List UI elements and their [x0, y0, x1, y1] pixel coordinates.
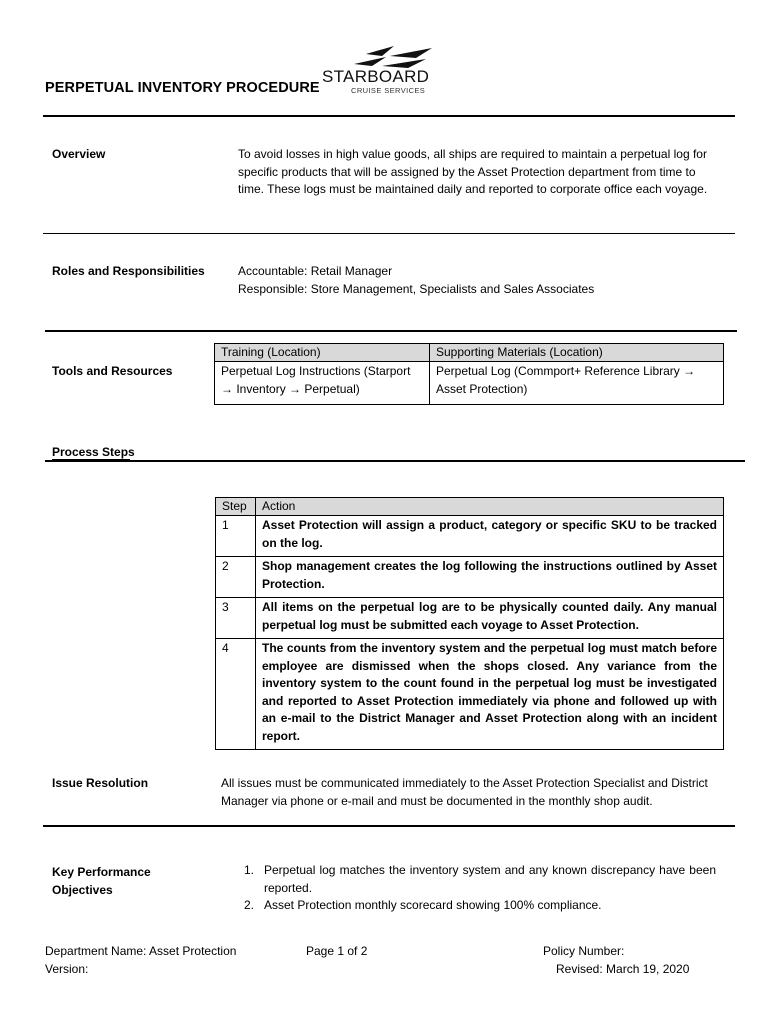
roles-divider [45, 330, 737, 332]
kpo-item-text: Perpetual log matches the inventory system and any known discrepancy have been reported. [264, 863, 716, 895]
steps-table-header [216, 498, 724, 516]
tools-table [214, 343, 724, 405]
list-item [236, 897, 716, 915]
tools-col-training: Training (Location) [215, 344, 430, 362]
tools-label: Tools and Resources [52, 364, 173, 378]
table-row [216, 598, 724, 639]
process-steps-label: Process Steps [52, 445, 135, 459]
footer-policy-number: Policy Number: [543, 944, 625, 958]
kpo-label-line2: Objectives [52, 883, 113, 897]
tools-cell-materials: Perpetual Log (Commport+ Reference Library → Asset Protection) [430, 362, 724, 405]
responsible-text: Responsible: Store Management, Specialists and Sales Associates [238, 281, 595, 296]
kpo-item-number: 1. [244, 863, 255, 877]
kpo-list [236, 862, 716, 915]
roles-text [238, 263, 718, 298]
table-row [216, 516, 724, 557]
issue-resolution-text: All issues must be communicated immediately to the Asset Protection Specialist and District Manager via phone or e-mail and must be documented in the monthly shop audit. [221, 776, 708, 808]
process-steps-table [215, 497, 724, 750]
steps-col-step: Step [216, 498, 256, 516]
step-number: 1 [216, 516, 256, 557]
header-divider [43, 115, 735, 117]
step-number: 2 [216, 557, 256, 598]
process-divider [45, 460, 745, 462]
issue-divider [43, 825, 735, 827]
step-number: 4 [216, 639, 256, 750]
footer-version: Version: [45, 962, 89, 976]
kpo-label-line1: Key Performance [52, 865, 151, 879]
footer-page-number: Page 1 of 2 [306, 944, 368, 958]
logo-subtitle: CRUISE SERVICES [351, 86, 426, 95]
overview-divider [43, 233, 735, 234]
step-action: The counts from the inventory system and the perpetual log must match before employee are dismissed when the shops closed. Any variance from the inventory system to the count found in the perpetual log must be investigated and reported to Asset Protection immediately via phone and followed up with an e-mail to the District Manager and Asset Protection along with an incident report. [256, 639, 724, 750]
overview-label: Overview [52, 147, 106, 161]
tools-table-header [215, 344, 724, 362]
tools-cell-training: Perpetual Log Instructions (Starport → Inventory → Perpetual) [215, 362, 430, 405]
overview-text: To avoid losses in high value goods, all ships are required to maintain a perpetual log for specific products that will be assigned by the Asset Protection department from time to time. These logs must be maintained daily and reported to corporate office each voyage. [238, 147, 708, 196]
table-row [215, 362, 724, 405]
roles-label: Roles and Responsibilities [52, 264, 205, 278]
tools-col-materials: Supporting Materials (Location) [430, 344, 724, 362]
step-action: Asset Protection will assign a product, category or specific SKU to be tracked on the log. [256, 516, 724, 557]
kpo-label [52, 863, 151, 899]
accountable-text: Accountable: Retail Manager [238, 264, 393, 278]
company-logo [320, 44, 435, 98]
step-number: 3 [216, 598, 256, 639]
kpo-item-text: Asset Protection monthly scorecard showing 100% compliance. [264, 898, 602, 912]
table-row [216, 557, 724, 598]
logo-wordmark: STARBOARD [322, 67, 430, 86]
list-item [236, 862, 716, 897]
step-action: All items on the perpetual log are to be physically counted daily. Any manual perpetual log must be submitted each voyage to Asset Protection. [256, 598, 724, 639]
steps-col-action: Action [256, 498, 724, 516]
footer-revised-date: Revised: March 19, 2020 [556, 962, 690, 976]
issue-resolution-label: Issue Resolution [52, 776, 149, 790]
step-action: Shop management creates the log following the instructions outlined by Asset Protection. [256, 557, 724, 598]
kpo-item-number: 2. [244, 898, 255, 912]
document-title: PERPETUAL INVENTORY PROCEDURE [45, 80, 320, 96]
footer-department: Department Name: Asset Protection [45, 944, 237, 958]
table-row [216, 639, 724, 750]
